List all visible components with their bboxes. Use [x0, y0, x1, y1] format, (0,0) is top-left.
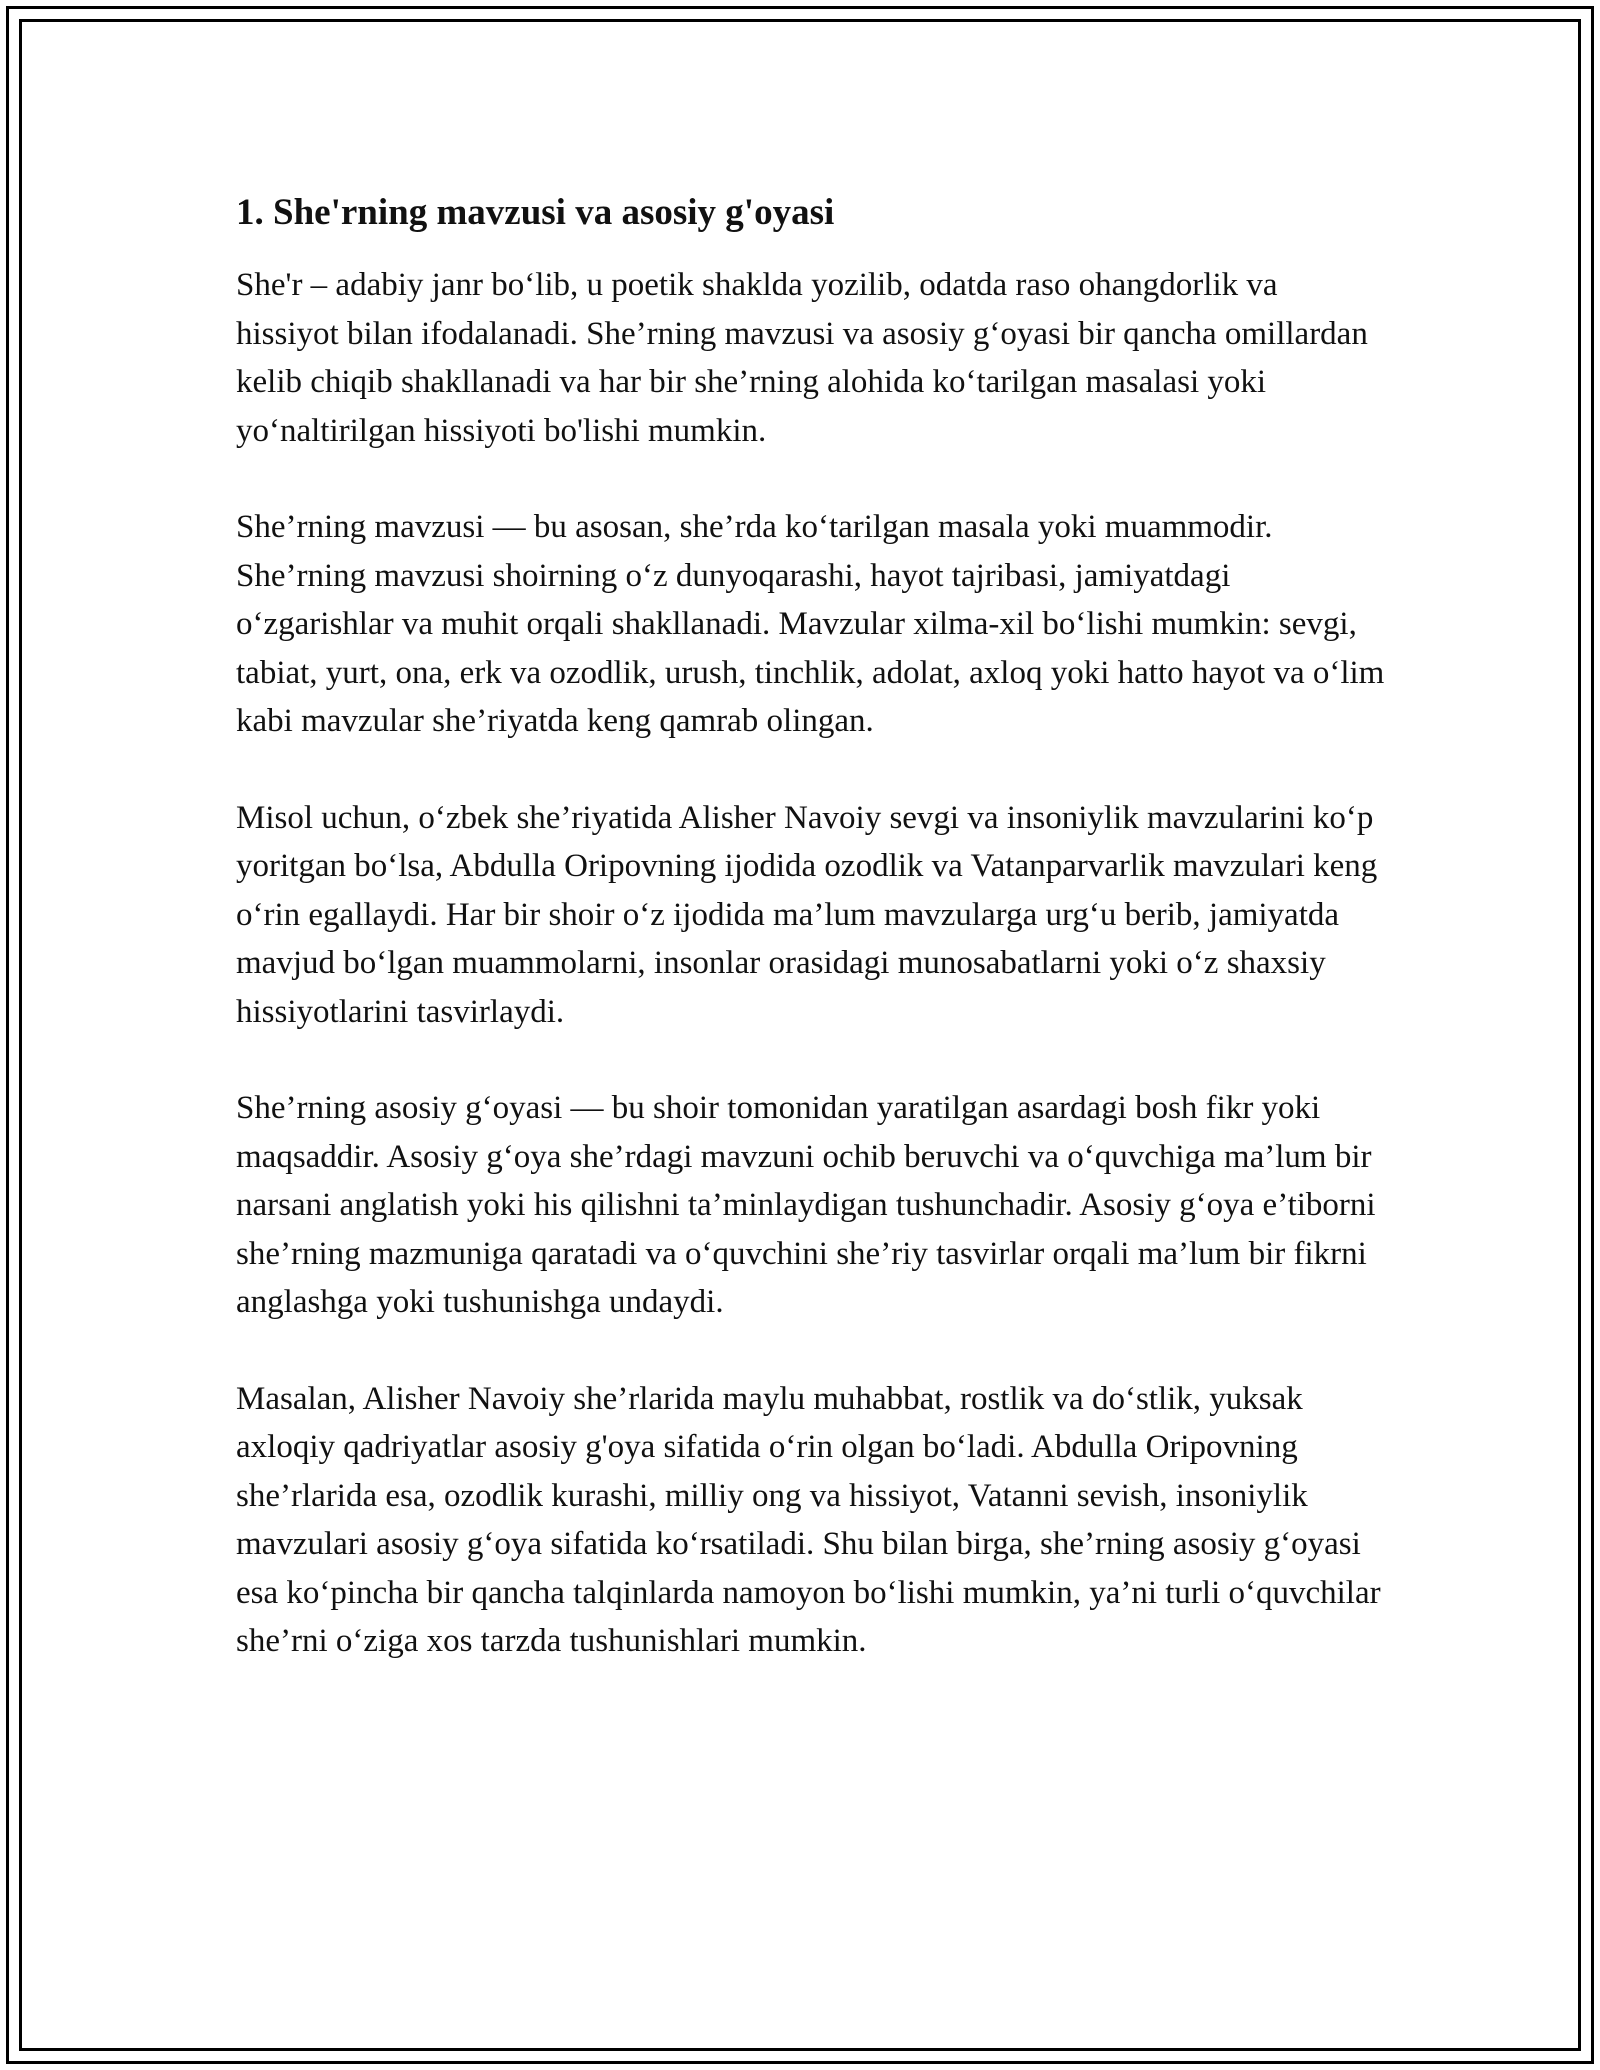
- paragraph-illustration: Masalan, Alisher Navoiy she’rlarida maylu muhabbat, rostlik va do‘stlik, yuksak axloqiy qadriyatlar asosiy g'oya sifatida o‘rin olgan bo‘ladi. Abdulla Oripovning she’rlarida esa, ozodlik kurashi, milliy ong va hissiyot, Vatanni sevish, insoniylik mavzulari asosiy g‘oya sifatida ko‘rsatiladi. Shu bilan birga, she’rning asosiy g‘oyasi esa ko‘pincha bir qancha talqinlarda namoyon bo‘lishi mumkin, ya’ni turli o‘quvchilar she’rni o‘ziga xos tarzda tushunishlari mumkin.: [236, 1380, 1381, 1659]
- paragraph-theme: She’rning mavzusi — bu asosan, she’rda ko‘tarilgan masala yoki muammodir. She’rning mavzusi shoirning o‘z dunyoqarashi, hayot tajribasi, jamiyatdagi o‘zgarishlar va muhit orqali shakllanadi. Mavzular xilma-xil bo‘lishi mumkin: sevgi, tabiat, yurt, ona, erk va ozodlik, urush, tinchlik, adolat, axloq yoki hatto hayot va o‘lim kabi mavzular she’riyatda keng qamrab olingan.: [236, 509, 1385, 739]
- paragraph-example: Misol uchun, o‘zbek she’riyatida Alisher Navoiy sevgi va insoniylik mavzularini ko‘p yoritgan bo‘lsa, Abdulla Oripovning ijodida ozodlik va Vatanparvarlik mavzulari keng o‘rin egallaydi. Har bir shoir o‘z ijodida ma’lum mavzularga urg‘u berib, jamiyatda mavjud bo‘lgan muammolarni, insonlar orasidagi munosabatlarni yoki o‘z shaxsiy hissiyotlarini tasvirlaydi.: [236, 799, 1378, 1030]
- paragraph-intro: She'r – adabiy janr bo‘lib, u poetik shaklda yozilib, odatda raso ohangdorlik va hissiyot bilan ifodalanadi. She’rning mavzusi va asosiy g‘oyasi bir qancha omillardan kelib chiqib shakllanadi va har bir she’rning alohida ko‘tarilgan masalasi yoki yo‘naltirilgan hissiyoti bo'lishi mumkin.: [236, 267, 1368, 449]
- document-body: [236, 185, 1386, 1714]
- paragraph-main-idea: She’rning asosiy g‘oyasi — bu shoir tomonidan yaratilgan asardagi bosh fikr yoki maqsaddir. Asosiy g‘oya she’rdagi mavzuni ochib beruvchi va o‘quvchiga ma’lum bir narsani anglatish yoki his qilishni ta’minlaydigan tushunchadir. Asosiy g‘oya e’tiborni she’rning mazmuniga qaratadi va o‘quvchini she’riy tasvirlar orqali ma’lum bir fikrni anglashga yoki tushunishga undaydi.: [236, 1090, 1376, 1320]
- section-heading: 1. She'rning mavzusi va asosiy g'oyasi: [236, 192, 835, 233]
